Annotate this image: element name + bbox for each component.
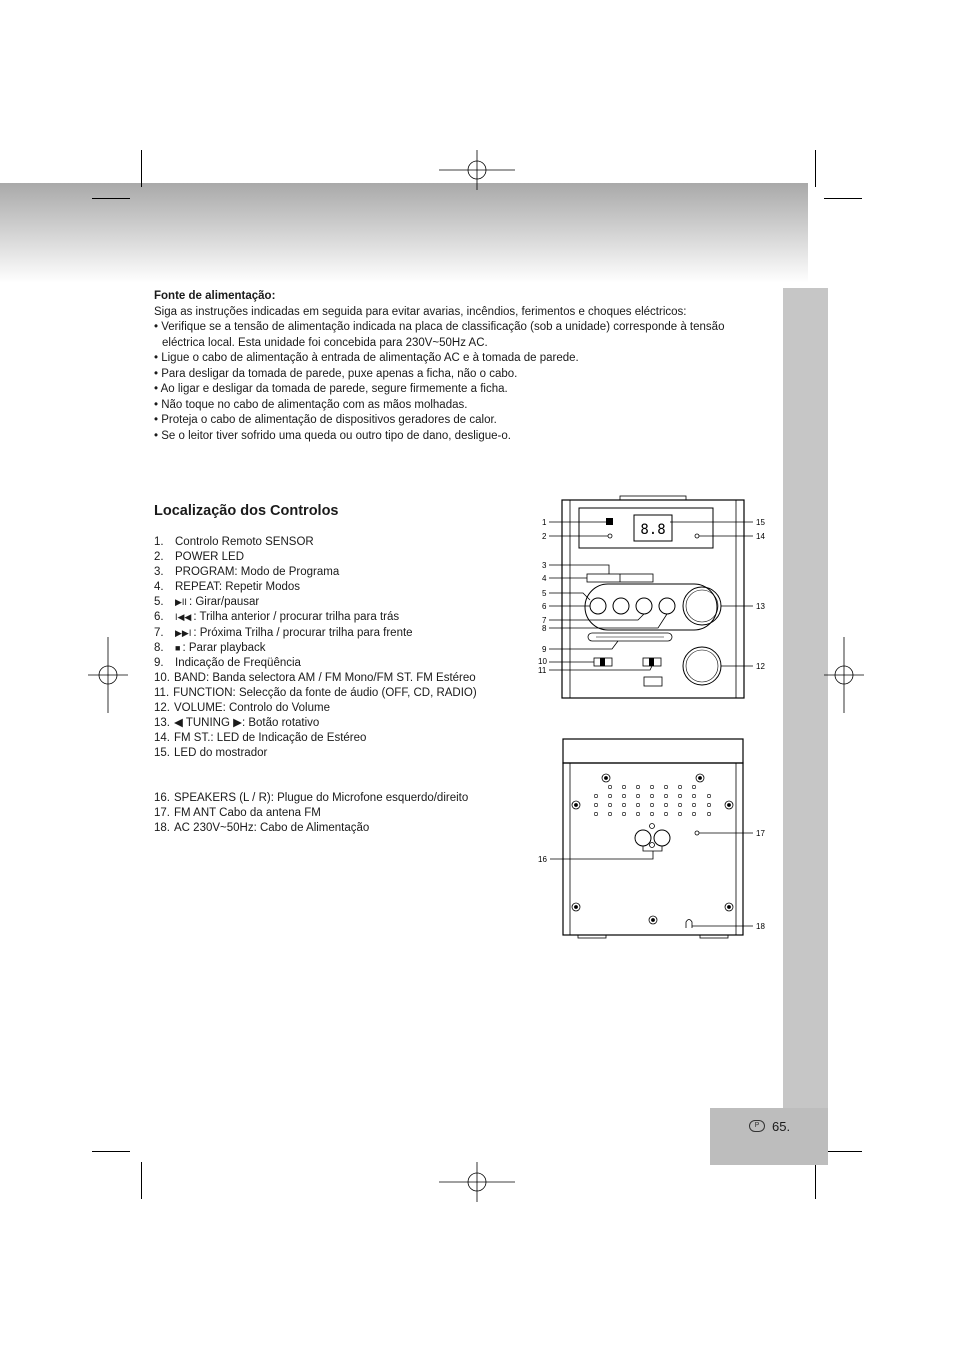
callout-label: 11 — [538, 666, 547, 675]
front-controls-list — [154, 535, 477, 761]
power-bullet: • Não toque no cabo de alimentação com as mãos molhadas. — [154, 398, 764, 414]
list-item — [154, 686, 477, 701]
vent-hole — [650, 812, 653, 815]
list-item — [154, 731, 477, 746]
vent-hole — [622, 812, 625, 815]
vent-hole — [692, 785, 695, 788]
item-text: PROGRAM: Modo de Programa — [175, 566, 340, 579]
item-text: AC 230V~50Hz: Cabo de Alimentação — [174, 822, 370, 835]
callout-label: 16 — [538, 855, 547, 864]
power-bullet: • Ao ligar e desligar da tomada de parede, segure firmemente a ficha. — [154, 382, 764, 398]
power-bullet-list — [154, 320, 764, 444]
page-number-box — [710, 1108, 828, 1165]
side-thumb-bar — [783, 288, 828, 1108]
item-text: FM ST.: LED de Indicação de Estéreo — [174, 732, 367, 745]
item-number: 17. — [154, 807, 170, 820]
previous-track-icon: I◀◀ — [175, 612, 192, 623]
item-number: 13. — [154, 717, 170, 730]
item-number: 7. — [154, 626, 164, 639]
vent-hole — [636, 812, 639, 815]
crop-mark — [815, 150, 816, 187]
list-item — [154, 791, 468, 806]
list-item — [154, 671, 477, 686]
crop-mark — [824, 198, 862, 199]
vent-hole — [608, 794, 611, 797]
registration-mark-icon — [437, 150, 517, 190]
list-item — [154, 565, 477, 580]
vent-grid — [594, 785, 710, 815]
callout-label: 12 — [756, 662, 765, 671]
crop-mark — [824, 1151, 862, 1152]
crop-mark — [815, 1162, 816, 1199]
item-number: 16. — [154, 792, 170, 804]
registration-mark-icon — [88, 635, 128, 715]
crop-mark — [92, 198, 130, 199]
stop-icon: ■ — [175, 642, 181, 653]
registration-mark-icon — [824, 635, 864, 715]
vent-hole — [692, 794, 695, 797]
callout-label: 1 — [542, 518, 547, 527]
item-number: 1. — [154, 536, 164, 548]
list-item — [154, 595, 477, 610]
power-section-title: Fonte de alimentação: — [154, 290, 276, 302]
item-text: FM ANT Cabo da antena FM — [174, 807, 321, 820]
vent-hole — [622, 785, 625, 788]
vent-hole — [678, 785, 681, 788]
list-item — [154, 806, 468, 821]
item-number: 9. — [154, 656, 164, 669]
vent-hole — [608, 785, 611, 788]
callout-label: 5 — [542, 589, 547, 598]
rear-controls-list — [154, 791, 468, 836]
vent-hole — [650, 794, 653, 797]
vent-hole — [594, 794, 597, 797]
list-item — [154, 716, 477, 731]
item-number: 10. — [154, 671, 170, 684]
item-text: FUNCTION: Selecção da fonte de áudio (OFF, CD, RADIO) — [173, 686, 477, 699]
callout-label: 15 — [756, 518, 765, 527]
callout-label: 7 — [542, 616, 547, 625]
callout-label: 9 — [542, 645, 547, 654]
item-number: 18. — [154, 822, 170, 835]
controls-heading: Localização dos Controlos — [154, 503, 339, 519]
display-digits: 8.8 — [640, 522, 666, 538]
power-bullet: • Para desligar da tomada de parede, puxe apenas a ficha, não o cabo. — [154, 367, 764, 383]
vent-hole — [622, 794, 625, 797]
list-item — [154, 610, 477, 625]
vent-hole — [608, 812, 611, 815]
item-text: Controlo Remoto SENSOR — [175, 536, 314, 548]
vent-hole — [650, 803, 653, 806]
power-bullet: • Proteja o cabo de alimentação de dispositivos geradores de calor. — [154, 413, 764, 429]
item-number: 11. — [154, 686, 170, 699]
item-text: BAND: Banda selectora AM / FM Mono/FM ST. FM Estéreo — [174, 671, 476, 684]
item-number: 12. — [154, 702, 170, 715]
vent-hole — [622, 803, 625, 806]
item-number: 5. — [154, 596, 164, 609]
vent-hole — [650, 785, 653, 788]
language-badge: P — [749, 1120, 765, 1132]
vent-hole — [636, 785, 639, 788]
vent-hole — [594, 812, 597, 815]
callout-label: 18 — [756, 922, 765, 931]
vent-hole — [664, 785, 667, 788]
power-section-intro: Siga as instruções indicadas em seguida para evitar avarias, incêndios, ferimentos e choques eléctricos: — [154, 306, 687, 318]
item-number: 14. — [154, 732, 170, 745]
list-item — [154, 821, 468, 836]
item-text: POWER LED — [175, 551, 245, 564]
vent-hole — [692, 812, 695, 815]
next-track-icon: ▶▶I — [175, 627, 192, 638]
item-number: 2. — [154, 551, 164, 564]
vent-hole — [608, 803, 611, 806]
vent-hole — [594, 803, 597, 806]
item-text: : Parar playback — [182, 641, 266, 654]
item-text: ◀ TUNING ▶: Botão rotativo — [174, 717, 320, 730]
item-number: 15. — [154, 747, 170, 760]
item-text: VOLUME: Controlo do Volume — [174, 702, 330, 715]
vent-hole — [707, 803, 710, 806]
callout-label: 17 — [756, 829, 765, 838]
item-number: 3. — [154, 566, 164, 579]
front-panel-diagram — [530, 495, 780, 705]
item-text: : Próxima Trilha / procurar trilha para frente — [193, 626, 413, 639]
callout-label: 6 — [542, 602, 547, 611]
vent-hole — [636, 803, 639, 806]
power-bullet: • Se o leitor tiver sofrido uma queda ou outro tipo de dano, desligue-o. — [154, 429, 764, 445]
crop-mark — [141, 1162, 142, 1199]
vent-hole — [707, 812, 710, 815]
callout-label: 3 — [542, 561, 547, 570]
rear-panel-diagram — [530, 735, 780, 945]
list-item — [154, 550, 477, 565]
vent-hole — [678, 803, 681, 806]
vent-hole — [664, 794, 667, 797]
item-text: Indicação de Freqüência — [175, 656, 301, 669]
vent-hole — [664, 803, 667, 806]
item-text: LED do mostrador — [174, 747, 268, 760]
vent-hole — [678, 794, 681, 797]
list-item — [154, 580, 477, 595]
vent-hole — [692, 803, 695, 806]
item-number: 4. — [154, 581, 164, 594]
power-bullet: • Ligue o cabo de alimentação à entrada de alimentação AC e à tomada de parede. — [154, 351, 764, 367]
list-item — [154, 701, 477, 716]
list-item — [154, 641, 477, 656]
list-item — [154, 626, 477, 641]
callout-label: 4 — [542, 574, 547, 583]
list-item — [154, 535, 477, 550]
vent-hole — [636, 794, 639, 797]
item-number: 6. — [154, 611, 164, 624]
play-pause-icon: ▶II — [175, 597, 187, 608]
page-number: 65. — [772, 1119, 791, 1134]
crop-mark — [141, 150, 142, 187]
item-text: REPEAT: Repetir Modos — [175, 581, 301, 594]
vent-hole — [707, 794, 710, 797]
registration-mark-icon — [437, 1162, 517, 1202]
power-bullet: • Verifique se a tensão de alimentação indicada na placa de classificação (sob a unidade) corresponde à tensão eléctrica local. Esta unidade foi concebida para 230V~50Hz AC. — [154, 320, 764, 351]
callout-label: 8 — [542, 624, 547, 633]
list-item — [154, 746, 477, 761]
item-text: : Girar/pausar — [188, 596, 260, 609]
item-text: : Trilha anterior / procurar trilha para trás — [193, 611, 400, 624]
vent-hole — [678, 812, 681, 815]
callout-label: 10 — [538, 657, 547, 666]
crop-mark — [92, 1151, 130, 1152]
item-number: 8. — [154, 641, 164, 654]
vent-hole — [664, 812, 667, 815]
item-text: SPEAKERS (L / R): Plugue do Microfone esquerdo/direito — [174, 792, 469, 804]
list-item — [154, 656, 477, 671]
callout-label: 14 — [756, 532, 765, 541]
callout-label: 2 — [542, 532, 547, 541]
callout-label: 13 — [756, 602, 765, 611]
